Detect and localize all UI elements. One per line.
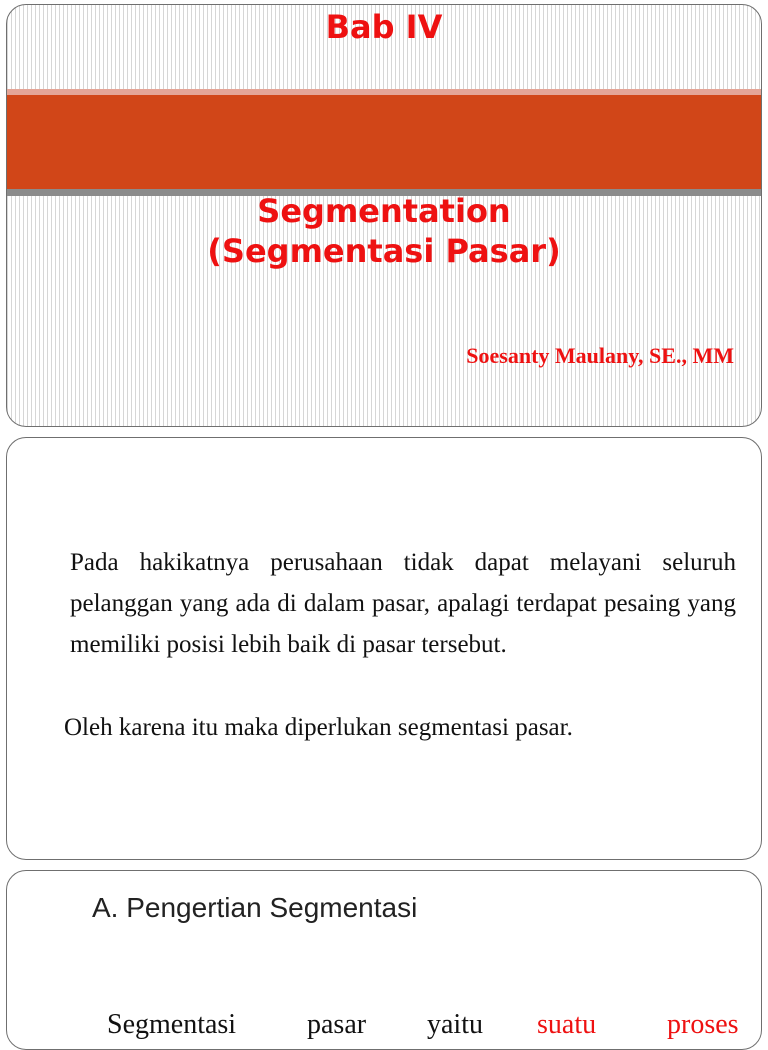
slide-subtitle (7, 191, 761, 271)
definition-highlight-word: suatu (537, 1009, 597, 1040)
definition-word: Segmentasi (107, 1009, 237, 1040)
section-heading: A. Pengertian Segmentasi (92, 892, 418, 923)
definition-word: yaitu (427, 1009, 483, 1040)
subtitle-line-1: Segmentation (257, 192, 511, 230)
definition-word: pasar (307, 1009, 367, 1040)
orange-band (7, 95, 761, 189)
intro-slide (6, 437, 762, 860)
author-name: Soesanty Maulany, SE., MM (466, 343, 734, 368)
definition-slide (6, 870, 762, 1050)
chapter-title: Bab IV (325, 8, 443, 46)
intro-paragraph: Pada hakikatnya perusahaan tidak dapat melayani seluruh pelanggan yang ada di dalam pasar, apalagi terdapat pesaing yang memiliki posisi lebih baik di pasar tersebut. (70, 549, 736, 658)
subtitle-line-2: (Segmentasi Pasar) (207, 232, 561, 270)
conclusion-paragraph: Oleh karena itu maka diperlukan segmentasi pasar. (64, 714, 573, 741)
definition-highlight-word: proses (667, 1009, 739, 1040)
title-slide (6, 4, 762, 427)
